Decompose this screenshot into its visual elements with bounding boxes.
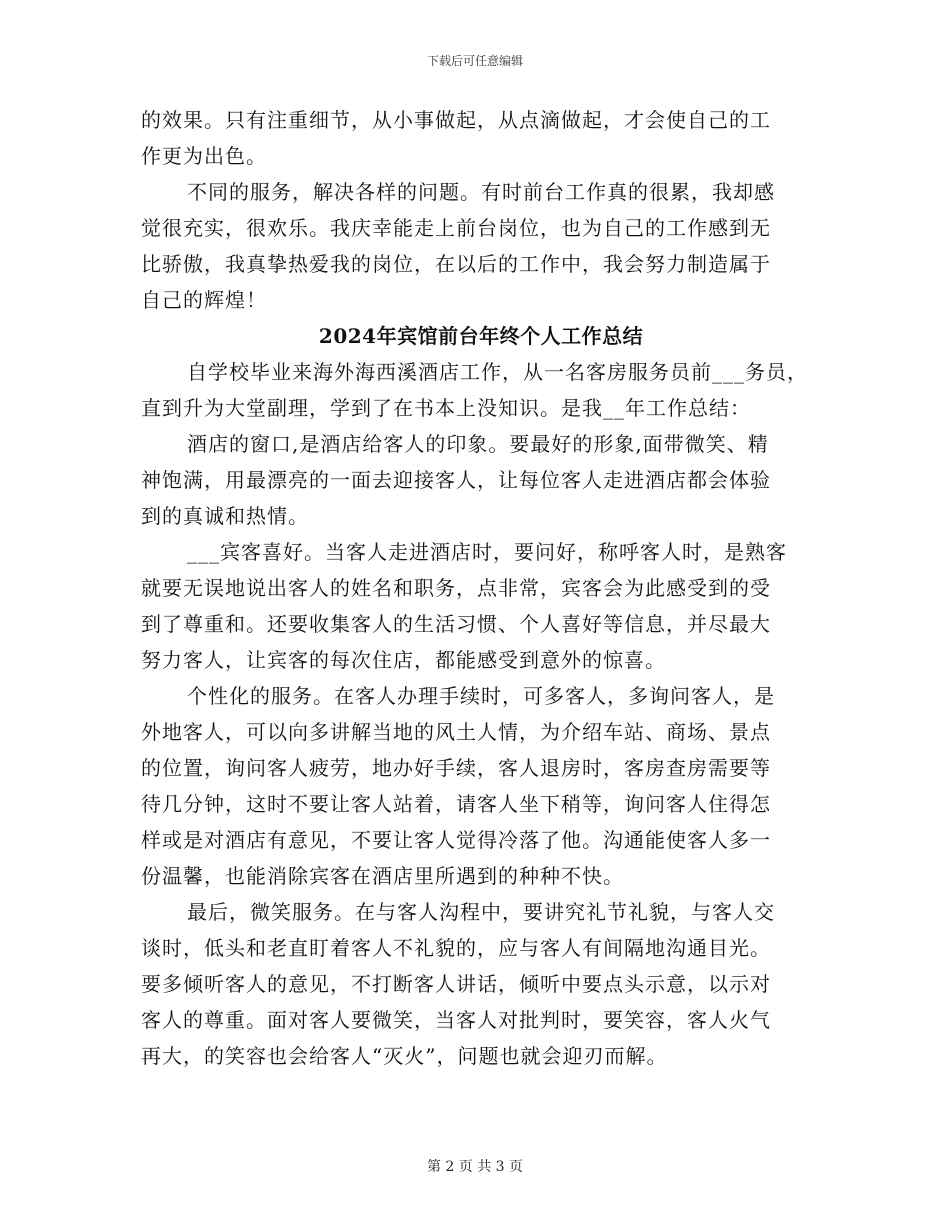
text-line: 个性化的服务。在客人办理手续时，可多客人，多询问客人，是 [187, 684, 775, 708]
text-line: 不同的服务，解决各样的问题。有时前台工作真的很累，我却感 [187, 180, 775, 204]
text-line: 比骄傲，我真挚热爱我的岗位，在以后的工作中，我会努力制造属于 [141, 252, 771, 276]
text-line: 外地客人，可以向多讲解当地的风土人情，为介绍车站、商场、景点 [141, 720, 771, 744]
text-line: 觉很充实，很欢乐。我庆幸能走上前台岗位，也为自己的工作感到无 [141, 216, 771, 240]
text-line: 到的真诚和热情。 [141, 504, 309, 528]
text-line: 样或是对酒店有意见，不要让客人觉得冷落了他。沟通能使客人多一 [141, 828, 771, 852]
text-line: 最后，微笑服务。在与客人沟程中，要讲究礼节礼貌，与客人交 [187, 900, 775, 924]
text-line: 份温馨，也能消除宾客在酒店里所遇到的种种不快。 [141, 864, 624, 888]
text-line: 就要无误地说出客人的姓名和职务，点非常，宾客会为此感受到的受 [141, 576, 771, 600]
section-title: 2024年宾馆前台年终个人工作总结 [318, 324, 644, 348]
text-line: 的效果。只有注重细节，从小事做起，从点滴做起，才会使自己的工 [141, 108, 771, 132]
text-line: 直到升为大堂副理，学到了在书本上没知识。是我__年工作总结： [141, 396, 751, 420]
text-line: 作更为出色。 [141, 144, 267, 168]
text-line: 谈时，低头和老直盯着客人不礼貌的，应与客人有间隔地沟通目光。 [141, 936, 771, 960]
text-line: 酒店的窗口,是酒店给客人的印象。要最好的形象,面带微笑、精 [187, 432, 769, 456]
text-line: 要多倾听客人的意见，不打断客人讲话，倾听中要点头示意，以示对 [141, 972, 771, 996]
text-line: 自己的辉煌！ [141, 288, 267, 312]
text-line: 自学校毕业来海外海西溪酒店工作，从一名客房服务员前___务员， [187, 360, 808, 384]
text-line: 神饱满，用最漂亮的一面去迎接客人，让每位客人走进酒店都会体验 [141, 468, 771, 492]
text-line: 努力客人，让宾客的每次住店，都能感受到意外的惊喜。 [141, 648, 666, 672]
page-footer: 第 2 页 共 3 页 [426, 1159, 524, 1175]
page-header: 下载后可任意编辑 [426, 54, 523, 68]
text-line: 到了尊重和。还要收集客人的生活习惯、个人喜好等信息，并尽最大 [141, 612, 771, 636]
text-line: ___宾客喜好。当客人走进酒店时，要问好，称呼客人时，是熟客 [187, 540, 787, 564]
document-body [141, 102, 821, 1074]
text-line: 客人的尊重。面对客人要微笑，当客人对批判时，要笑容，客人火气 [141, 1008, 771, 1032]
text-line: 的位置，询问客人疲劳，地办好手续，客人退房时，客房查房需要等 [141, 756, 771, 780]
text-line: 再大，的笑容也会给客人“灭火”，问题也就会迎刃而解。 [141, 1044, 668, 1068]
text-line: 待几分钟，这时不要让客人站着，请客人坐下稍等，询问客人住得怎 [141, 792, 771, 816]
